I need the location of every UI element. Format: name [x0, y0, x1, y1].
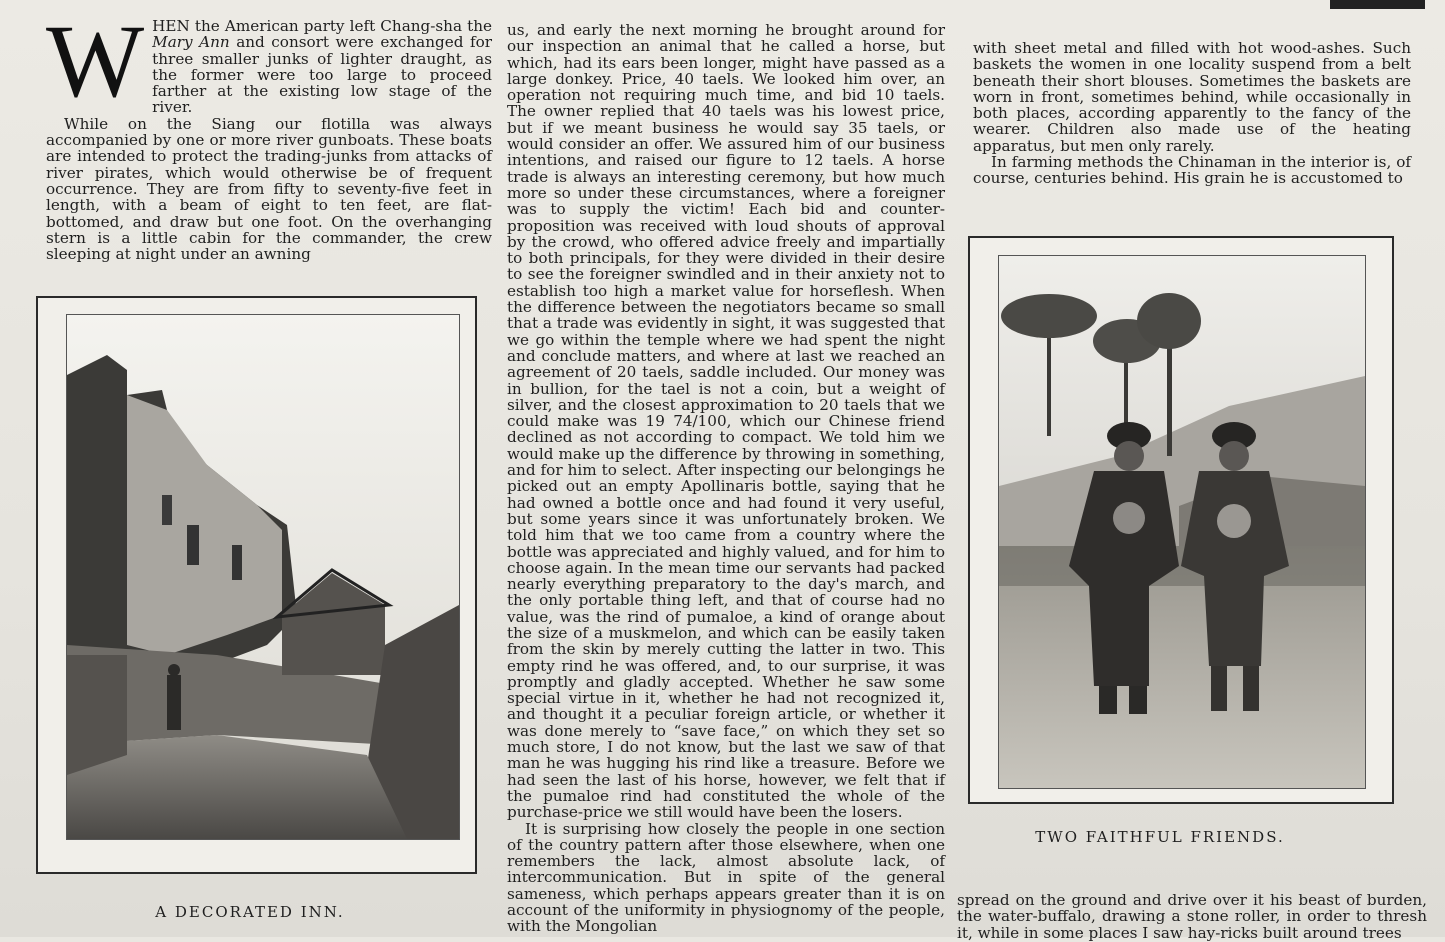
article-column-2 [507, 22, 945, 935]
article-column-3 [973, 40, 1411, 187]
paragraph: us, and early the next morning he brought around for our inspection an animal that he called a horse, but which, had its ears been longer, might have passed as a large donkey. Price, 40 taels. We looked him over, an operation not requiring much time, and bid 10 taels. The owner replied that 40 taels was his lowest price, but if we meant business he would say 35 taels, or would consider an offer. We assured him of our business intentions, and raised our figure to 12 taels. A horse trade is always an interesting ceremony, but how much more so under these circumstances, where a foreigner was to supply the victim! Each bid and counter-proposition was received with loud shouts of approval by the crowd, who offered advice freely and impartially to both principals, for they were divided in their desire to see the foreigner swindled and in their anxiety not to establish too high a market value for horseflesh. When the difference between the negotiators became so small that a trade was evidently in sight, it was suggested that we go within the temple where we had spent the night and conclude matters, and where at last we reached an agreement of 20 taels, saddle included. Our money was in bullion, for the tael is not a coin, but a weight of silver, and the closest approximation to 20 taels that we could make was 19 74/100, which our Chinese friend declined as not according to compact. We told him we would make up the difference by throwing in something, and for him to select. After inspecting our belongings he picked out an empty Apollinaris bottle, saying that he had owned a bottle once and had found it very useful, but some years since it was unfortunately broken. We told him that we too came from a country where the bottle was appreciated and highly valued, and for him to choose again. In the mean time our servants had packed nearly everything preparatory to the day's march, and the only portable thing left, and that of course had no value, was the rind of pumaloe, a kind of orange about the size of a muskmelon, and which can be easily taken from the skin by merely cutting the latter in two. This empty rind he was offered, and, to our surprise, it was promptly and gladly accepted. Whether he saw some special virtue in it, whether he had not recognized it, and thought it a peculiar foreign article, or whether it was done merely to “save face,” on which they set so much store, I do not know, but the last we saw of that man he was hugging his rind like a treasure. Before we had seen the last of his horse, however, we felt that if the pumaloe rind had constituted the whole of the purchase-price we still would have been the losers. [507, 21, 945, 822]
article-column-3-continued [957, 892, 1427, 941]
paragraph: with sheet metal and filled with hot wood-ashes. Such baskets the women in one locality suspend from a belt beneath their short blouses. Sometimes the baskets are worn in front, sometimes behind, while occasionally in both places, according apparently to the fancy of the wearer. Children also made use of the heating apparatus, but men only rarely. [973, 39, 1411, 155]
paragraph: spread on the ground and drive over it his beast of burden, the water-buffalo, drawing a stone roller, in order to thresh it, while in some places I saw hay-ricks built around trees [957, 891, 1427, 942]
drop-cap: W [46, 4, 145, 119]
photo-frame-friends [968, 236, 1394, 804]
photo-decorated-inn [66, 314, 460, 840]
photo-frame-inn [36, 296, 477, 874]
caption-two-faithful-friends: TWO FAITHFUL FRIENDS. [1035, 828, 1285, 846]
paragraph [46, 4, 492, 119]
article-column-1 [46, 4, 492, 264]
photo-two-faithful-friends [998, 255, 1366, 789]
page-edge-rule [1330, 0, 1425, 9]
paragraph: While on the Siang our flotilla was always accompanied by one or more river gunboats. These boats are intended to protect the trading-junks from attacks of river pirates, which would otherwise be of frequent occurrence. They are from fifty to seventy-five feet in length, with a beam of eight to ten feet, are flat-bottomed, and draw but one foot. On the overhanging stern is a little cabin for the commander, the crew sleeping at night under an awning [46, 114, 492, 264]
paragraph-lead: HEN the American party left Chang-sha the [152, 17, 492, 35]
ship-name: Mary Ann [152, 33, 230, 52]
paragraph: In farming methods the Chinaman in the interior is, of course, centuries behind. His grain he is accustomed to [973, 153, 1411, 188]
paragraph-text: and consort were exchanged for three smaller junks of lighter draught, as the former were too large to proceed farther at the existing low stage of the river. [152, 33, 492, 117]
caption-decorated-inn: A DECORATED INN. [155, 903, 345, 921]
paragraph: It is surprising how closely the people in one section of the country pattern after those elsewhere, when one remembers the lack, almost absolute lack, of intercommunication. But in spite of the general sameness, which perhaps appears greater than it is on account of the uniformity in physiognomy of the people, with the Mongolian [507, 819, 945, 936]
